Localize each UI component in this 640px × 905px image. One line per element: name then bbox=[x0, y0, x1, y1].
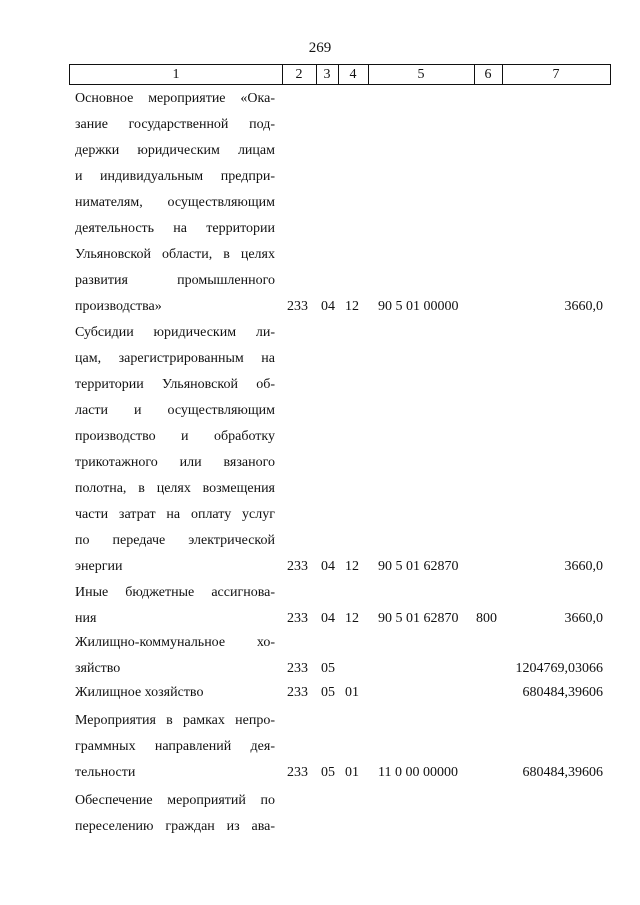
row-name-line: Субсидии юридическим ли- bbox=[75, 325, 275, 340]
cell-amount: 3660,0 bbox=[564, 299, 603, 314]
cell-section: 04 bbox=[321, 299, 335, 314]
row-name-line: цам, зарегистрированным на bbox=[75, 351, 275, 366]
row-name-line: Иные бюджетные ассигнова- bbox=[75, 585, 275, 600]
column-header-4: 4 bbox=[349, 67, 357, 82]
row-name-line: трикотажного или вязаного bbox=[75, 455, 275, 470]
row-name-line: Обеспечение мероприятий по bbox=[75, 793, 275, 808]
column-header-1: 1 bbox=[172, 67, 180, 82]
row-name-line: переселению граждан из ава- bbox=[75, 819, 275, 834]
cell-amount: 1204769,03066 bbox=[515, 661, 603, 676]
row-name-line: по передаче электрической bbox=[75, 533, 275, 548]
row-name-line: энергии bbox=[75, 559, 123, 574]
column-header-7: 7 bbox=[552, 67, 560, 82]
row-name-line: полотна, в целях возмещения bbox=[75, 481, 275, 496]
row-name-line: и индивидуальным предпри- bbox=[75, 169, 275, 184]
cell-section: 05 bbox=[321, 765, 335, 780]
table-header-row bbox=[69, 64, 611, 85]
cell-ministry-code: 233 bbox=[287, 685, 308, 700]
row-name-line: производства» bbox=[75, 299, 162, 314]
page-number: 269 bbox=[308, 40, 332, 56]
cell-ministry-code: 233 bbox=[287, 611, 308, 626]
cell-section: 04 bbox=[321, 611, 335, 626]
cell-target-code: 90 5 01 62870 bbox=[378, 611, 459, 626]
row-name-line: части затрат на оплату услуг bbox=[75, 507, 275, 522]
cell-target-code: 11 0 00 00000 bbox=[378, 765, 458, 780]
cell-target-code: 90 5 01 00000 bbox=[378, 299, 459, 314]
cell-section: 05 bbox=[321, 685, 335, 700]
row-name-line: ния bbox=[75, 611, 97, 626]
cell-subsection: 01 bbox=[345, 765, 359, 780]
cell-amount: 680484,39606 bbox=[522, 685, 603, 700]
row-name-line: развития промышленного bbox=[75, 273, 275, 288]
column-header-2: 2 bbox=[295, 67, 303, 82]
cell-ministry-code: 233 bbox=[287, 559, 308, 574]
cell-amount: 680484,39606 bbox=[522, 765, 603, 780]
row-name-line: территории Ульяновской об- bbox=[75, 377, 275, 392]
cell-subsection: 12 bbox=[345, 611, 359, 626]
cell-subsection: 12 bbox=[345, 559, 359, 574]
column-header-5: 5 bbox=[417, 67, 425, 82]
cell-expense-type: 800 bbox=[476, 611, 497, 626]
row-name-line: деятельность на территории bbox=[75, 221, 275, 236]
row-name-line: зяйство bbox=[75, 661, 121, 676]
row-name-line: Основное мероприятие «Ока- bbox=[75, 91, 275, 106]
row-name-line: ласти и осуществляющим bbox=[75, 403, 275, 418]
cell-section: 04 bbox=[321, 559, 335, 574]
cell-target-code: 90 5 01 62870 bbox=[378, 559, 459, 574]
row-name-line: зание государственной под- bbox=[75, 117, 275, 132]
cell-ministry-code: 233 bbox=[287, 299, 308, 314]
column-header-6: 6 bbox=[484, 67, 492, 82]
row-name-line: граммных направлений дея- bbox=[75, 739, 275, 754]
row-name-line: Мероприятия в рамках непро- bbox=[75, 713, 275, 728]
cell-amount: 3660,0 bbox=[564, 559, 603, 574]
cell-amount: 3660,0 bbox=[564, 611, 603, 626]
cell-section: 05 bbox=[321, 661, 335, 676]
cell-ministry-code: 233 bbox=[287, 661, 308, 676]
row-name-line: Жилищно-коммунальное хо- bbox=[75, 635, 275, 650]
cell-subsection: 12 bbox=[345, 299, 359, 314]
row-name-line: Ульяновской области, в целях bbox=[75, 247, 275, 262]
row-name-line: производство и обработку bbox=[75, 429, 275, 444]
column-header-3: 3 bbox=[323, 67, 331, 82]
row-name-line: нимателям, осуществляющим bbox=[75, 195, 275, 210]
row-name-line: держки юридическим лицам bbox=[75, 143, 275, 158]
cell-subsection: 01 bbox=[345, 685, 359, 700]
cell-ministry-code: 233 bbox=[287, 765, 308, 780]
row-name-line: Жилищное хозяйство bbox=[75, 685, 204, 700]
row-name-line: тельности bbox=[75, 765, 136, 780]
